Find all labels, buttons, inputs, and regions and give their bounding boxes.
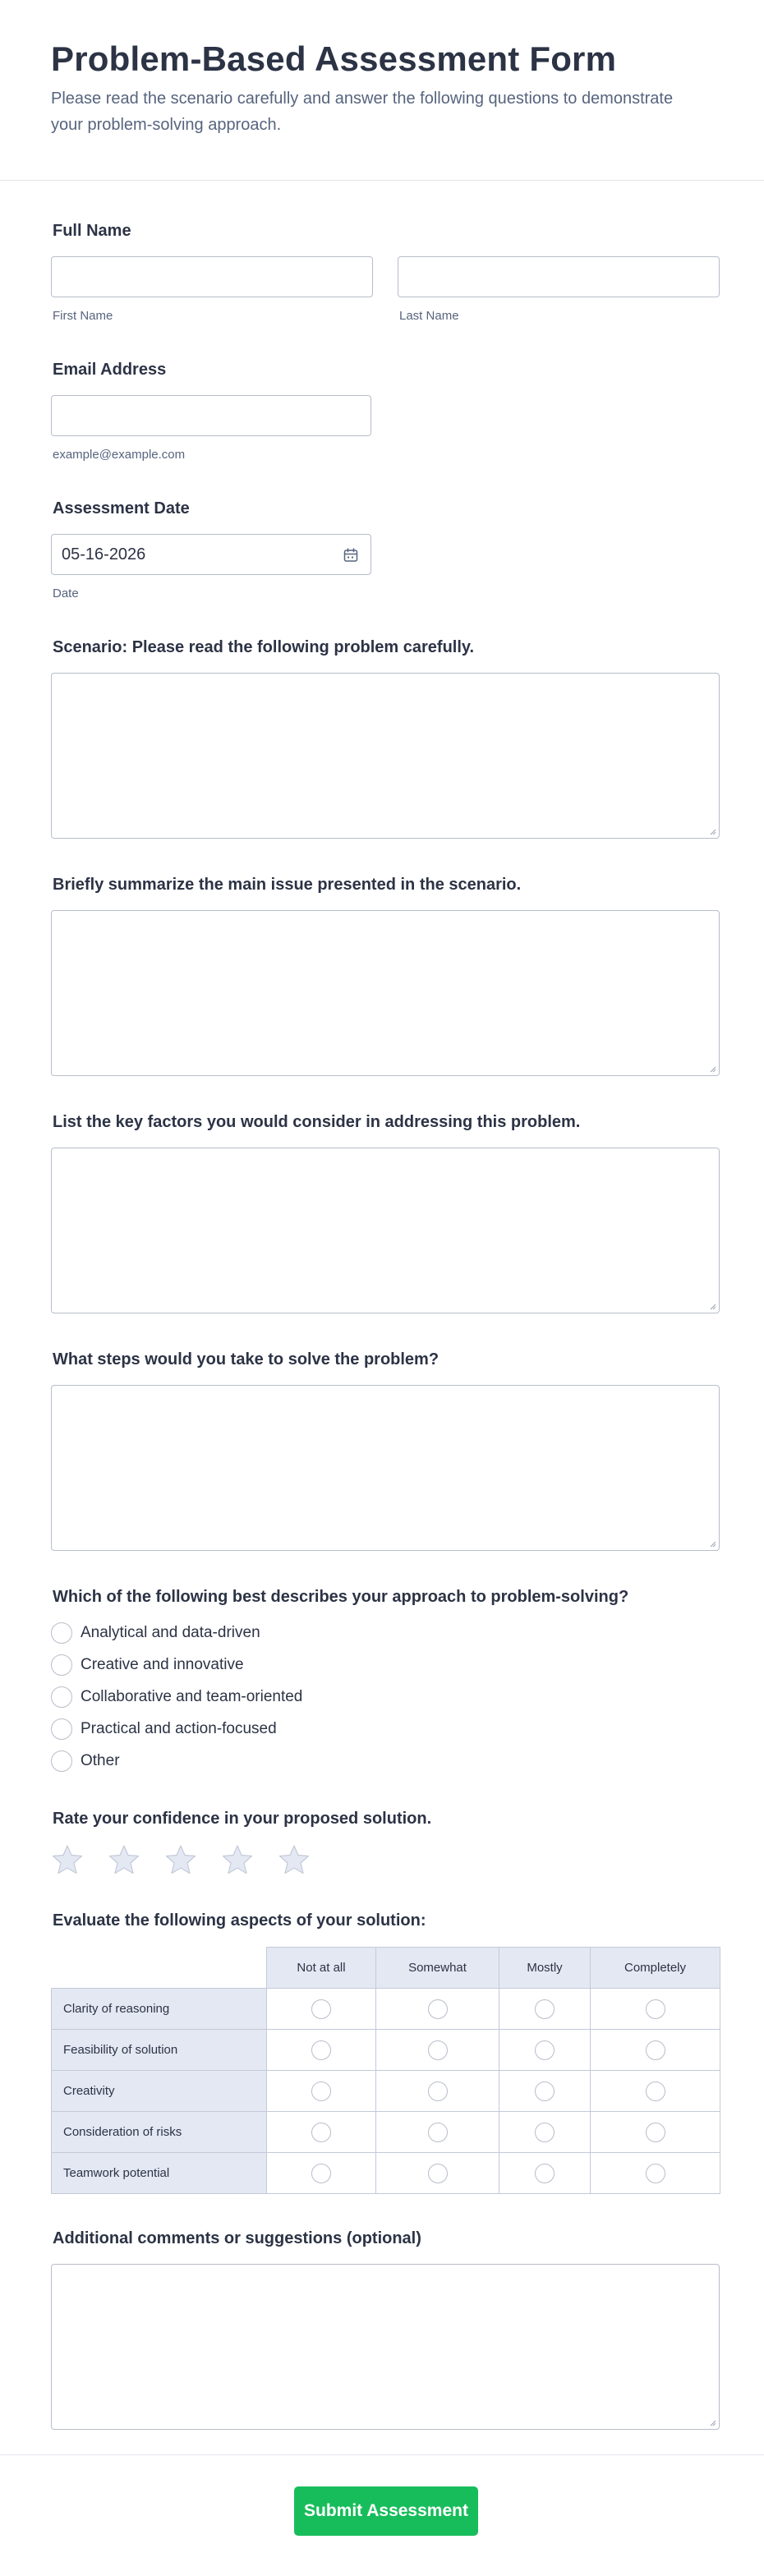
resize-grip-icon[interactable] bbox=[708, 1302, 716, 1310]
key-factors-label: List the key factors you would consider in addressing this problem. bbox=[53, 1113, 581, 1131]
matrix-radio[interactable] bbox=[646, 2082, 665, 2101]
matrix-header-row bbox=[52, 1948, 720, 1989]
date-input[interactable] bbox=[51, 534, 371, 575]
form-header bbox=[0, 0, 764, 181]
matrix-cell bbox=[267, 2153, 376, 2194]
approach-option-collaborative[interactable] bbox=[51, 1686, 302, 1709]
resize-grip-icon[interactable] bbox=[708, 1065, 716, 1073]
matrix-radio[interactable] bbox=[311, 2123, 331, 2142]
matrix-radio[interactable] bbox=[428, 2082, 448, 2101]
matrix-radio[interactable] bbox=[428, 1999, 448, 2019]
matrix-radio[interactable] bbox=[428, 2040, 448, 2060]
form-subtitle: Please read the scenario carefully and answer the following questions to demonstrate your problem-solving approach. bbox=[51, 90, 674, 134]
matrix-cell bbox=[591, 2112, 720, 2153]
matrix-row-header: Creativity bbox=[52, 2071, 267, 2112]
email-input[interactable] bbox=[51, 395, 371, 436]
matrix-row-header: Clarity of reasoning bbox=[52, 1989, 267, 2030]
radio-label: Analytical and data-driven bbox=[81, 1624, 260, 1641]
matrix-row bbox=[52, 2112, 720, 2153]
matrix-cell bbox=[591, 2153, 720, 2194]
resize-grip-icon[interactable] bbox=[708, 2418, 716, 2426]
radio-button[interactable] bbox=[51, 1622, 72, 1644]
comments-label: Additional comments or suggestions (optional) bbox=[53, 2229, 421, 2247]
matrix-cell bbox=[376, 2112, 499, 2153]
star-5-icon[interactable] bbox=[278, 1843, 311, 1876]
matrix-cell bbox=[591, 2071, 720, 2112]
scenario-label: Scenario: Please read the following problem carefully. bbox=[53, 638, 475, 656]
matrix-radio[interactable] bbox=[535, 2040, 555, 2060]
email-label: Email Address bbox=[53, 361, 167, 379]
calendar-icon[interactable] bbox=[343, 547, 359, 564]
matrix-corner bbox=[52, 1948, 267, 1989]
summary-label: Briefly summarize the main issue presented in the scenario. bbox=[53, 876, 522, 894]
matrix-row bbox=[52, 2071, 720, 2112]
matrix-cell bbox=[267, 1989, 376, 2030]
matrix-cell bbox=[267, 2030, 376, 2071]
matrix-cell bbox=[591, 2030, 720, 2071]
matrix-cell bbox=[376, 2071, 499, 2112]
first-name-sublabel: First Name bbox=[53, 309, 113, 323]
matrix-radio[interactable] bbox=[311, 2040, 331, 2060]
date-sublabel: Date bbox=[53, 586, 79, 600]
summary-textarea[interactable] bbox=[51, 910, 720, 1076]
form-title: Problem-Based Assessment Form bbox=[51, 39, 617, 78]
full-name-label: Full Name bbox=[53, 222, 131, 240]
matrix-radio[interactable] bbox=[535, 1999, 555, 2019]
matrix-row-header: Consideration of risks bbox=[52, 2112, 267, 2153]
matrix-cell bbox=[499, 1989, 591, 2030]
radio-label: Collaborative and team-oriented bbox=[81, 1688, 303, 1705]
last-name-sublabel: Last Name bbox=[399, 309, 459, 323]
matrix-radio[interactable] bbox=[646, 2123, 665, 2142]
star-2-icon[interactable] bbox=[108, 1843, 140, 1876]
matrix-row bbox=[52, 2030, 720, 2071]
matrix-label: Evaluate the following aspects of your solution: bbox=[53, 1911, 426, 1930]
key-factors-textarea[interactable] bbox=[51, 1148, 720, 1313]
matrix-column-header: Not at all bbox=[267, 1948, 376, 1989]
steps-textarea[interactable] bbox=[51, 1385, 720, 1551]
radio-label: Practical and action-focused bbox=[81, 1720, 277, 1737]
submit-button[interactable]: Submit Assessment bbox=[294, 2486, 478, 2536]
matrix-row-header: Feasibility of solution bbox=[52, 2030, 267, 2071]
matrix-radio[interactable] bbox=[535, 2164, 555, 2183]
resize-grip-icon[interactable] bbox=[708, 1539, 716, 1548]
matrix-column-header: Mostly bbox=[499, 1948, 591, 1989]
matrix-cell bbox=[267, 2112, 376, 2153]
matrix-radio[interactable] bbox=[646, 2040, 665, 2060]
matrix-cell bbox=[376, 2153, 499, 2194]
matrix-cell bbox=[499, 2153, 591, 2194]
matrix-radio[interactable] bbox=[535, 2082, 555, 2101]
matrix-radio[interactable] bbox=[311, 2082, 331, 2101]
radio-button[interactable] bbox=[51, 1686, 72, 1708]
email-sublabel: example@example.com bbox=[53, 448, 186, 462]
radio-button[interactable] bbox=[51, 1750, 72, 1772]
radio-button[interactable] bbox=[51, 1654, 72, 1676]
radio-button[interactable] bbox=[51, 1718, 72, 1740]
matrix-row bbox=[52, 2153, 720, 2194]
approach-option-analytical[interactable] bbox=[51, 1622, 260, 1644]
matrix-radio[interactable] bbox=[428, 2123, 448, 2142]
date-value: 05-16-2026 bbox=[62, 545, 146, 564]
approach-option-other[interactable] bbox=[51, 1750, 120, 1773]
matrix-cell bbox=[499, 2030, 591, 2071]
matrix-radio[interactable] bbox=[428, 2164, 448, 2183]
radio-label: Creative and innovative bbox=[81, 1656, 244, 1673]
matrix-cell bbox=[499, 2071, 591, 2112]
matrix-radio[interactable] bbox=[646, 2164, 665, 2183]
matrix-row-header: Teamwork potential bbox=[52, 2153, 267, 2194]
comments-textarea[interactable] bbox=[51, 2264, 720, 2430]
star-3-icon[interactable] bbox=[164, 1843, 197, 1876]
approach-option-practical[interactable] bbox=[51, 1718, 277, 1741]
first-name-input[interactable] bbox=[51, 256, 373, 297]
confidence-label: Rate your confidence in your proposed solution. bbox=[53, 1810, 432, 1828]
matrix-column-header: Completely bbox=[591, 1948, 720, 1989]
matrix-radio[interactable] bbox=[646, 1999, 665, 2019]
matrix-radio[interactable] bbox=[311, 1999, 331, 2019]
approach-label: Which of the following best describes your approach to problem-solving? bbox=[53, 1588, 629, 1606]
matrix-cell bbox=[376, 2030, 499, 2071]
approach-option-creative[interactable] bbox=[51, 1654, 244, 1677]
radio-label: Other bbox=[81, 1752, 120, 1769]
steps-label: What steps would you take to solve the problem? bbox=[53, 1350, 440, 1368]
star-1-icon[interactable] bbox=[51, 1843, 84, 1876]
matrix-cell bbox=[499, 2112, 591, 2153]
matrix-cell bbox=[267, 2071, 376, 2112]
last-name-input[interactable] bbox=[398, 256, 720, 297]
footer-divider bbox=[0, 2454, 764, 2455]
matrix-cell bbox=[591, 1989, 720, 2030]
resize-grip-icon[interactable] bbox=[708, 827, 716, 835]
matrix-radio[interactable] bbox=[535, 2123, 555, 2142]
scenario-textarea[interactable] bbox=[51, 673, 720, 839]
date-label: Assessment Date bbox=[53, 499, 190, 518]
matrix-column-header: Somewhat bbox=[376, 1948, 499, 1989]
star-4-icon[interactable] bbox=[221, 1843, 254, 1876]
matrix-cell bbox=[376, 1989, 499, 2030]
evaluation-matrix bbox=[51, 1947, 720, 2194]
matrix-radio[interactable] bbox=[311, 2164, 331, 2183]
matrix-row bbox=[52, 1989, 720, 2030]
